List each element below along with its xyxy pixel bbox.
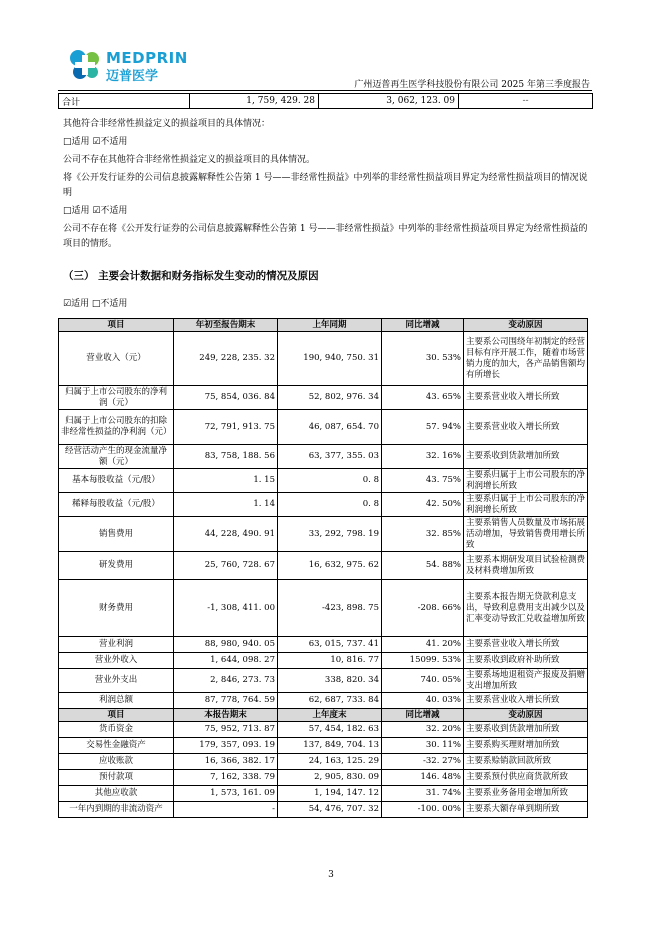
table-row <box>59 517 588 552</box>
change-cell: 740. 05% <box>382 669 464 693</box>
current-value-cell: 179, 357, 093. 19 <box>174 738 278 754</box>
prior-value-cell: 57, 454, 182. 63 <box>278 722 382 738</box>
column-header: 同比增减 <box>382 709 464 722</box>
prior-value-cell: 10, 816. 77 <box>278 653 382 669</box>
column-header: 本报告期末 <box>174 709 278 722</box>
change-cell: 32. 20% <box>382 722 464 738</box>
change-cell: 40. 03% <box>382 693 464 709</box>
current-value-cell: 1. 15 <box>174 469 278 493</box>
current-value-cell: 88, 980, 940. 05 <box>174 637 278 653</box>
total-note: -- <box>459 94 593 109</box>
financial-changes-table <box>58 318 588 818</box>
prior-value-cell: 54, 476, 707. 32 <box>278 802 382 818</box>
table-row <box>59 786 588 802</box>
table-row <box>59 754 588 770</box>
column-header: 变动原因 <box>464 709 588 722</box>
column-header: 变动原因 <box>464 319 588 332</box>
reason-cell: 主要系营业收入增长所致 <box>464 410 588 445</box>
current-value-cell: 1, 644, 098. 27 <box>174 653 278 669</box>
paragraph-no-other-items: 公司不存在其他符合非经常性损益定义的损益项目的具体情况。 <box>63 155 316 165</box>
prior-value-cell: 338, 820. 34 <box>278 669 382 693</box>
table-row <box>59 738 588 754</box>
item-cell: 其他应收款 <box>59 786 174 802</box>
item-cell: 基本每股收益（元/股） <box>59 469 174 493</box>
reason-cell: 主要系收到政府补助所致 <box>464 653 588 669</box>
table-row <box>59 722 588 738</box>
change-cell: 41. 20% <box>382 637 464 653</box>
company-logo <box>66 46 206 84</box>
item-cell: 研发费用 <box>59 552 174 580</box>
table-row <box>59 386 588 410</box>
table-row <box>59 802 588 818</box>
reason-cell: 主要系大额存单到期所致 <box>464 802 588 818</box>
table-header-row <box>59 709 588 722</box>
reason-cell: 主要系营业收入增长所致 <box>464 386 588 410</box>
table-row <box>59 410 588 445</box>
item-cell: 货币资金 <box>59 722 174 738</box>
item-cell: 销售费用 <box>59 517 174 552</box>
applicability-check-2: □适用 ☑不适用 <box>63 206 128 216</box>
item-cell: 营业外支出 <box>59 669 174 693</box>
prior-value-cell: 0. 8 <box>278 493 382 517</box>
table-row <box>59 94 593 109</box>
current-value-cell: 16, 366, 382. 17 <box>174 754 278 770</box>
change-cell: 146. 48% <box>382 770 464 786</box>
current-value-cell: -1, 308, 411. 00 <box>174 580 278 637</box>
table-row <box>59 493 588 517</box>
table-row <box>59 445 588 469</box>
change-cell: 30. 53% <box>382 332 464 386</box>
change-cell: 43. 65% <box>382 386 464 410</box>
current-value-cell: 1. 14 <box>174 493 278 517</box>
current-value-cell: - <box>174 802 278 818</box>
change-cell: 42. 50% <box>382 493 464 517</box>
table-row <box>59 770 588 786</box>
current-value-cell: 44, 228, 490. 91 <box>174 517 278 552</box>
change-cell: -208. 66% <box>382 580 464 637</box>
reason-cell: 主要系营业收入增长所致 <box>464 637 588 653</box>
prior-value-cell: 0. 8 <box>278 469 382 493</box>
reason-cell: 主要系归属于上市公司股东的净利润增长所致 <box>464 469 588 493</box>
header-divider <box>58 90 592 91</box>
prior-value-cell: 63, 015, 737. 41 <box>278 637 382 653</box>
change-cell: 30. 11% <box>382 738 464 754</box>
current-value-cell: 1, 573, 161. 09 <box>174 786 278 802</box>
subtotal-table <box>58 93 593 109</box>
paragraph-reclassification: 将《公开发行证券的公司信息披露解释性公告第 1 号——非经常性损益》中列举的非经常性损益项目界定为经常性损益项目的情况说明 <box>63 173 588 198</box>
change-cell: 57. 94% <box>382 410 464 445</box>
item-cell: 利润总额 <box>59 693 174 709</box>
current-value-cell: 7, 162, 338. 79 <box>174 770 278 786</box>
change-cell: 43. 75% <box>382 469 464 493</box>
item-cell: 财务费用 <box>59 580 174 637</box>
report-header-title: 广州迈普再生医学科技股份有限公司 2025 年第三季度报告 <box>354 80 590 90</box>
paragraph-other-items: 其他符合非经常性损益定义的损益项目的具体情况： <box>63 119 271 129</box>
logo-brand-cn-text: 迈普医学 <box>106 69 159 84</box>
table-row <box>59 693 588 709</box>
total-label: 合计 <box>59 94 190 109</box>
item-cell: 营业外收入 <box>59 653 174 669</box>
item-cell: 归属于上市公司股东的扣除非经常性损益的净利润（元） <box>59 410 174 445</box>
current-value-cell: 25, 760, 728. 67 <box>174 552 278 580</box>
table-row <box>59 653 588 669</box>
prior-value-cell: 63, 377, 355. 03 <box>278 445 382 469</box>
column-header: 上年同期 <box>278 319 382 332</box>
change-cell: 15099. 53% <box>382 653 464 669</box>
change-cell: -100. 00% <box>382 802 464 818</box>
reason-cell: 主要系销售人员数量及市场拓展活动增加，导致销售费用增长所致 <box>464 517 588 552</box>
current-value-cell: 87, 778, 764. 59 <box>174 693 278 709</box>
item-cell: 交易性金融资产 <box>59 738 174 754</box>
table-row <box>59 552 588 580</box>
reason-cell: 主要系场地退租资产报废及捐赠支出增加所致 <box>464 669 588 693</box>
applicability-check-3: ☑适用 □不适用 <box>63 299 128 309</box>
prior-value-cell: 46, 087, 654. 70 <box>278 410 382 445</box>
table-row <box>59 332 588 386</box>
reason-cell: 主要系本期研发项目试验检测费及材料费增加所致 <box>464 552 588 580</box>
applicability-check-1: □适用 ☑不适用 <box>63 137 128 147</box>
table-header-row <box>59 319 588 332</box>
column-header: 同比增减 <box>382 319 464 332</box>
prior-value-cell: 1, 194, 147. 12 <box>278 786 382 802</box>
prior-value-cell: 33, 292, 798. 19 <box>278 517 382 552</box>
item-cell: 经营活动产生的现金流量净额（元） <box>59 445 174 469</box>
prior-value-cell: 24, 163, 125. 29 <box>278 754 382 770</box>
current-value-cell: 75, 952, 713. 87 <box>174 722 278 738</box>
prior-value-cell: 2, 905, 830. 09 <box>278 770 382 786</box>
item-cell: 稀释每股收益（元/股） <box>59 493 174 517</box>
change-cell: 54. 88% <box>382 552 464 580</box>
reason-cell: 主要系收到货款增加所致 <box>464 722 588 738</box>
current-value-cell: 83, 758, 188. 56 <box>174 445 278 469</box>
prior-value-cell: 62, 687, 733. 84 <box>278 693 382 709</box>
reason-cell: 主要系业务备用金增加所致 <box>464 786 588 802</box>
logo-brand-text: MEDPRIN <box>106 49 188 67</box>
paragraph-no-reclassification: 公司不存在将《公开发行证券的公司信息披露解释性公告第 1 号——非经常性损益》中列举的非经常性损益项目界定为经常性损益的项目的情形。 <box>63 224 588 249</box>
current-value-cell: 249, 228, 235. 32 <box>174 332 278 386</box>
current-value-cell: 2, 846, 273. 73 <box>174 669 278 693</box>
reason-cell: 主要系本报告期无贷款利息支出，导致利息费用支出减少以及汇率变动导致汇兑收益增加所致 <box>464 580 588 637</box>
item-cell: 归属于上市公司股东的净利润（元） <box>59 386 174 410</box>
reason-cell: 主要系购买理财增加所致 <box>464 738 588 754</box>
reason-cell: 主要系赊销款回款所致 <box>464 754 588 770</box>
change-cell: 32. 85% <box>382 517 464 552</box>
current-value-cell: 75, 854, 036. 84 <box>174 386 278 410</box>
table-row <box>59 669 588 693</box>
section-title: （三） 主要会计数据和财务指标发生变动的情况及原因 <box>63 270 319 282</box>
medprin-logo-icon <box>66 46 104 84</box>
change-cell: -32. 27% <box>382 754 464 770</box>
table-row <box>59 637 588 653</box>
reason-cell: 主要系归属于上市公司股东的净利润增长所致 <box>464 493 588 517</box>
prior-value-cell: 16, 632, 975. 62 <box>278 552 382 580</box>
column-header: 年初至报告期末 <box>174 319 278 332</box>
column-header: 上年度末 <box>278 709 382 722</box>
prior-value-cell: 52, 802, 976. 34 <box>278 386 382 410</box>
column-header: 项目 <box>59 319 174 332</box>
prior-value-cell: 190, 940, 750. 31 <box>278 332 382 386</box>
change-cell: 31. 74% <box>382 786 464 802</box>
current-value-cell: 72, 791, 913. 75 <box>174 410 278 445</box>
total-value-prior: 3, 062, 123. 09 <box>319 94 459 109</box>
item-cell: 营业收入（元） <box>59 332 174 386</box>
table-row <box>59 469 588 493</box>
item-cell: 应收账款 <box>59 754 174 770</box>
column-header: 项目 <box>59 709 174 722</box>
table-row <box>59 580 588 637</box>
prior-value-cell: 137, 849, 704. 13 <box>278 738 382 754</box>
reason-cell: 主要系收到货款增加所致 <box>464 445 588 469</box>
reason-cell: 主要系预付供应商货款所致 <box>464 770 588 786</box>
reason-cell: 主要系营业收入增长所致 <box>464 693 588 709</box>
item-cell: 营业利润 <box>59 637 174 653</box>
prior-value-cell: -423, 898. 75 <box>278 580 382 637</box>
item-cell: 一年内到期的非流动资产 <box>59 802 174 818</box>
page-number: 3 <box>328 870 334 880</box>
item-cell: 预付款项 <box>59 770 174 786</box>
change-cell: 32. 16% <box>382 445 464 469</box>
reason-cell: 主要系公司围绕年初制定的经营目标有序开展工作，随着市场营销力度的加大，各产品销售额均有所增长 <box>464 332 588 386</box>
total-value-current: 1, 759, 429. 28 <box>190 94 319 109</box>
